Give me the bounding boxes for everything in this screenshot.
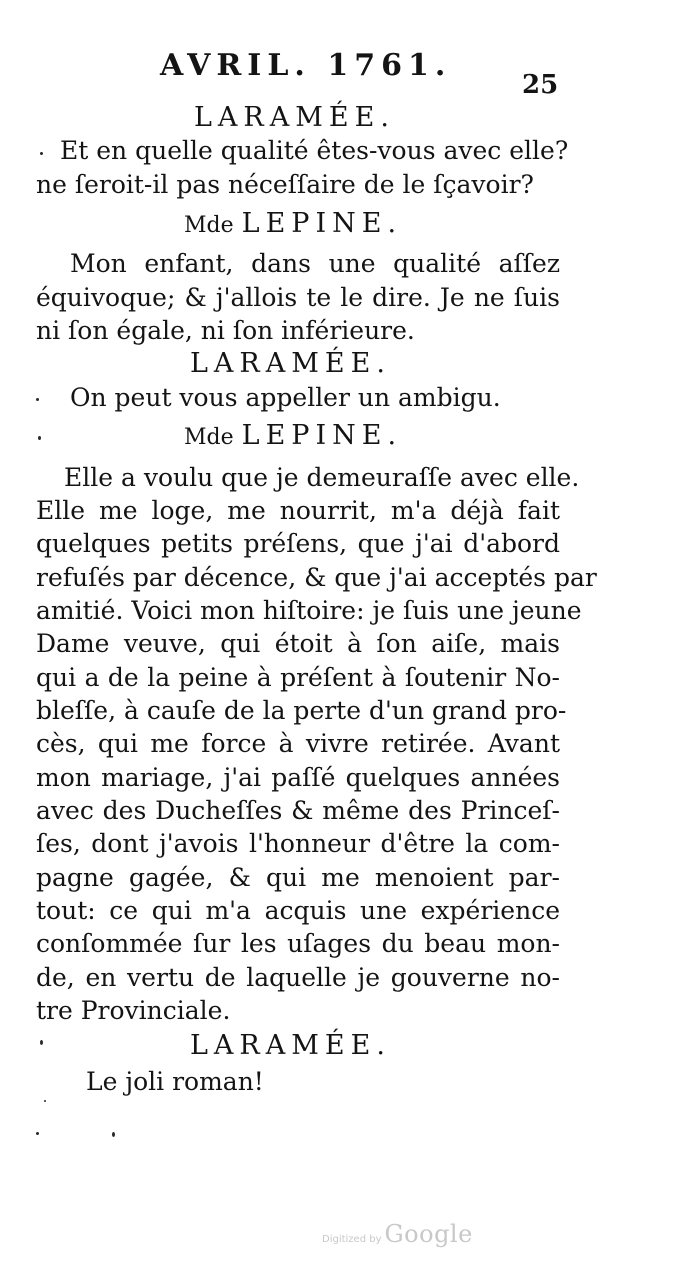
scan-speck <box>36 1132 39 1135</box>
text-line: quelques petits préſens, que j'ai d'abord <box>36 529 560 558</box>
speaker-name: LEPINE. <box>241 208 403 239</box>
text-line: Elle me loge, me nourrit, m'a déjà fait <box>36 496 560 525</box>
text-line: cès, qui me force à vivre retirée. Avant <box>36 729 560 758</box>
google-watermark <box>322 1220 473 1248</box>
page-number: 25 <box>522 70 559 100</box>
text-line: Mon enfant, dans une qualité aſſez <box>70 249 560 278</box>
speaker-laramee <box>190 1030 391 1061</box>
text-line: équivoque; & j'allois te le dire. Je ne ſuis <box>36 283 560 312</box>
text-line: Le joli roman! <box>86 1067 264 1096</box>
text-line: Dame veuve, qui étoit à ſon aiſe, mais <box>36 629 560 658</box>
scan-speck <box>36 398 39 401</box>
speaker-name: LARAMÉE. <box>190 348 391 379</box>
speaker-title: Mde <box>184 213 234 238</box>
text-line: qui a de la peine à préſent à ſoutenir No- <box>36 663 560 692</box>
speaker-laramee <box>194 102 395 133</box>
speaker-name: LARAMÉE. <box>190 1030 391 1061</box>
scan-speck <box>40 152 43 155</box>
text-line: Et en quelle qualité êtes-vous avec elle? <box>60 136 569 165</box>
text-line: ſes, dont j'avois l'honneur d'être la com- <box>36 829 560 858</box>
speaker-name: LEPINE. <box>241 420 403 451</box>
scan-speck <box>40 1040 43 1045</box>
speaker-title: Mde <box>184 425 234 450</box>
speaker-laramee <box>190 348 391 379</box>
speaker-name: LARAMÉE. <box>194 102 395 133</box>
text-line: amitié. Voici mon hiſtoire: je ſuis une jeune <box>36 596 582 625</box>
text-line: bleſſe, à cauſe de la perte d'un grand pro- <box>36 696 567 725</box>
speaker-lepine <box>184 420 402 451</box>
text-line: refuſés par décence, & que j'ai acceptés par <box>36 563 597 592</box>
text-line: ne ſeroit-il pas néceſſaire de le ſçavoir? <box>36 170 534 199</box>
running-title: AVRIL. 1761. <box>160 48 452 83</box>
text-line: mon mariage, j'ai paſſé quelques années <box>36 763 560 792</box>
text-line: tout: ce qui m'a acquis une expérience <box>36 896 560 925</box>
speaker-lepine <box>184 208 402 239</box>
text-line: avec des Ducheſſes & même des Princeſ- <box>36 796 560 825</box>
digitized-by-label: Digitized by <box>322 1234 382 1245</box>
google-logo: Google <box>384 1220 473 1248</box>
text-line: de, en vertu de laquelle je gouverne no- <box>36 963 560 992</box>
text-line: conſommée ſur les uſages du beau mon- <box>36 929 560 958</box>
scan-speck <box>44 1100 46 1102</box>
text-line: On peut vous appeller un ambigu. <box>70 383 501 412</box>
text-line: Elle a voulu que je demeuraſſe avec elle. <box>64 463 580 492</box>
text-line: pagne gagée, & qui me menoient par- <box>36 863 560 892</box>
text-line: tre Provinciale. <box>36 996 231 1025</box>
scan-speck <box>112 1132 115 1137</box>
text-line: ni ſon égale, ni ſon inférieure. <box>36 316 415 345</box>
scan-speck <box>38 436 41 440</box>
